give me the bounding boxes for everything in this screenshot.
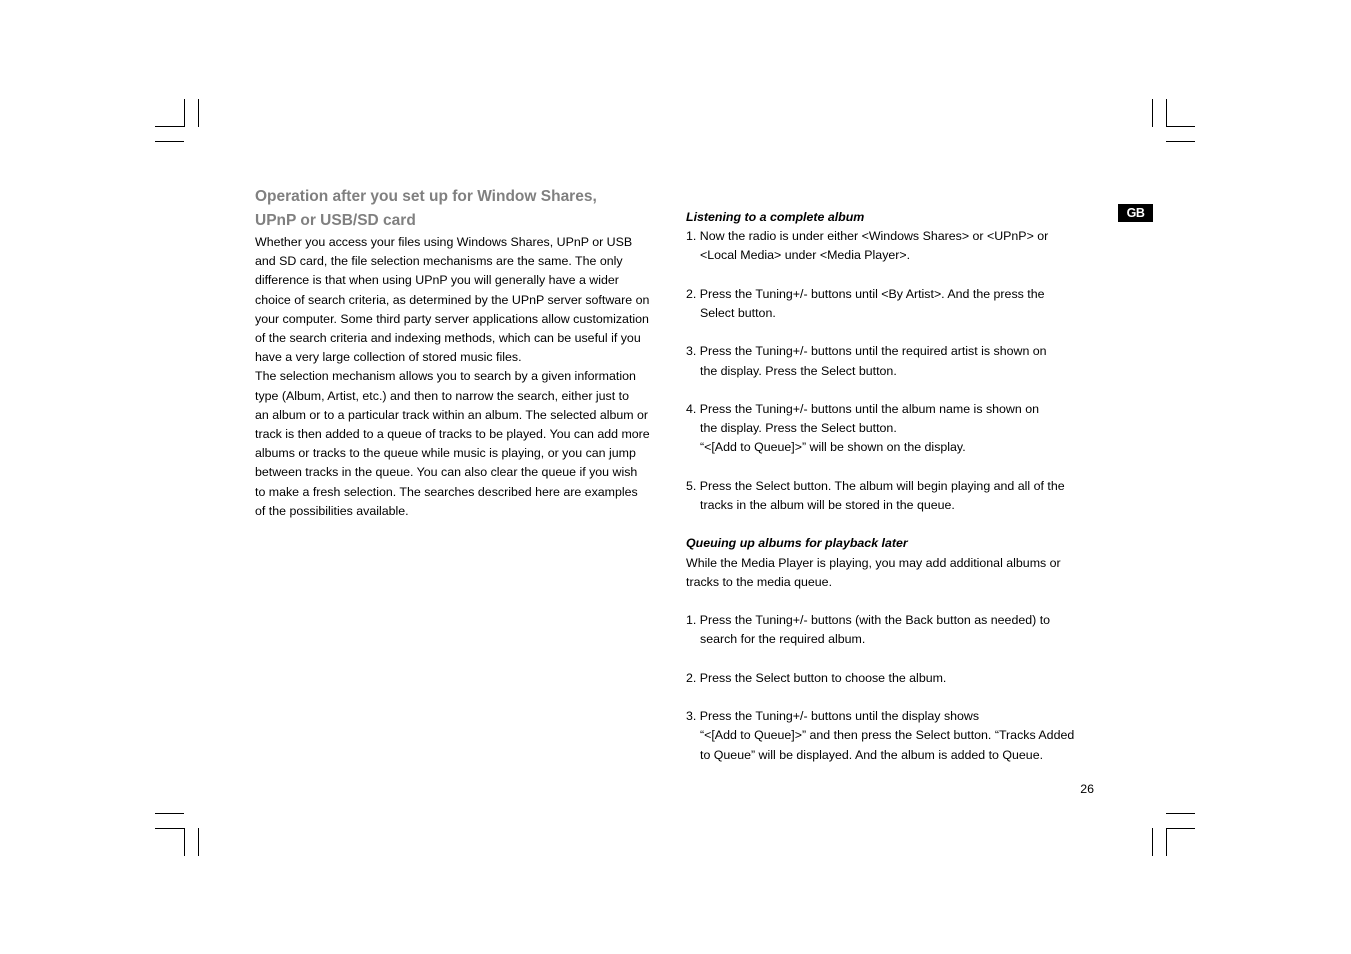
step-item bbox=[686, 285, 1106, 323]
step-text: search for the required album. bbox=[700, 632, 866, 647]
text-line: The selection mechanism allows you to search by a given information bbox=[255, 369, 636, 384]
text-line: choice of search criteria, as determined by the UPnP server software on bbox=[255, 292, 650, 307]
step-text: 3. Press the Tuning+/- buttons until the required artist is shown on bbox=[686, 344, 1047, 359]
step-text: 2. Press the Tuning+/- buttons until <By Artist>. And the press the bbox=[686, 286, 1045, 301]
heading-line: Operation after you set up for Window Shares, bbox=[255, 188, 597, 205]
step-item bbox=[686, 707, 1106, 765]
step-text: “<[Add to Queue]>” and then press the Select button. “Tracks Added bbox=[700, 728, 1075, 743]
section-intro bbox=[686, 554, 1106, 592]
text-line: type (Album, Artist, etc.) and then to narrow the search, either just to bbox=[255, 388, 629, 403]
instructions-column bbox=[686, 208, 1106, 765]
text-line: Whether you access your files using Windows Shares, UPnP or USB bbox=[255, 235, 633, 249]
text-line: an album or to a particular track within an album. The selected album or bbox=[255, 407, 649, 422]
step-item bbox=[686, 342, 1106, 380]
step-text: Select button. bbox=[700, 306, 776, 320]
text-line: of the search criteria and indexing methods, which can be useful if you bbox=[255, 331, 641, 346]
section-heading bbox=[255, 185, 675, 233]
text-line: albums or tracks to the queue while music is playing, or you can jump bbox=[255, 446, 636, 461]
step-text: to Queue” will be displayed. And the album is added to Queue. bbox=[700, 747, 1044, 762]
text-line: between tracks in the queue. You can also clear the queue if you wish bbox=[255, 465, 638, 480]
intro-text: tracks to the media queue. bbox=[686, 574, 833, 589]
text-line: of the possibilities available. bbox=[255, 503, 409, 518]
step-item bbox=[686, 227, 1106, 265]
step-text: the display. Press the Select button. bbox=[700, 363, 897, 378]
step-item bbox=[686, 477, 1106, 515]
subheading-listening: Listening to a complete album bbox=[686, 210, 865, 224]
text-line: have a very large collection of stored music files. bbox=[255, 350, 522, 365]
text-line: your computer. Some third party server applications allow customization bbox=[255, 311, 649, 326]
language-badge: GB bbox=[1118, 204, 1153, 222]
step-text: 5. Press the Select button. The album will begin playing and all of the bbox=[686, 478, 1065, 493]
text-line: track is then added to a queue of tracks to be played. You can add more bbox=[255, 427, 650, 442]
step-item bbox=[686, 669, 1106, 688]
intro-paragraph bbox=[255, 233, 675, 521]
step-text: 1. Now the radio is under either <Windows Shares> or <UPnP> or bbox=[686, 229, 1049, 244]
intro-text: While the Media Player is playing, you may add additional albums or bbox=[686, 555, 1061, 570]
step-text: the display. Press the Select button. bbox=[700, 421, 897, 436]
step-text: tracks in the album will be stored in the queue. bbox=[700, 497, 955, 512]
text-line: and SD card, the file selection mechanisms are the same. The only bbox=[255, 254, 623, 269]
step-item bbox=[686, 611, 1106, 649]
step-item bbox=[686, 400, 1106, 458]
step-text: 3. Press the Tuning+/- buttons until the display shows bbox=[686, 709, 980, 724]
step-text: “<[Add to Queue]>” will be shown on the display. bbox=[700, 440, 966, 455]
heading-line: UPnP or USB/SD card bbox=[255, 212, 416, 229]
text-line: to make a fresh selection. The searches described here are examples bbox=[255, 484, 638, 499]
text-line: difference is that when using UPnP you will generally have a wider bbox=[255, 273, 619, 288]
subheading-queuing: Queuing up albums for playback later bbox=[686, 536, 908, 551]
step-text: <Local Media> under <Media Player>. bbox=[700, 248, 911, 263]
step-text: 2. Press the Select button to choose the album. bbox=[686, 670, 947, 685]
step-text: 4. Press the Tuning+/- buttons until the album name is shown on bbox=[686, 401, 1039, 416]
step-text: 1. Press the Tuning+/- buttons (with the Back button as needed) to bbox=[686, 613, 1051, 628]
page-number: 26 bbox=[1080, 782, 1094, 796]
